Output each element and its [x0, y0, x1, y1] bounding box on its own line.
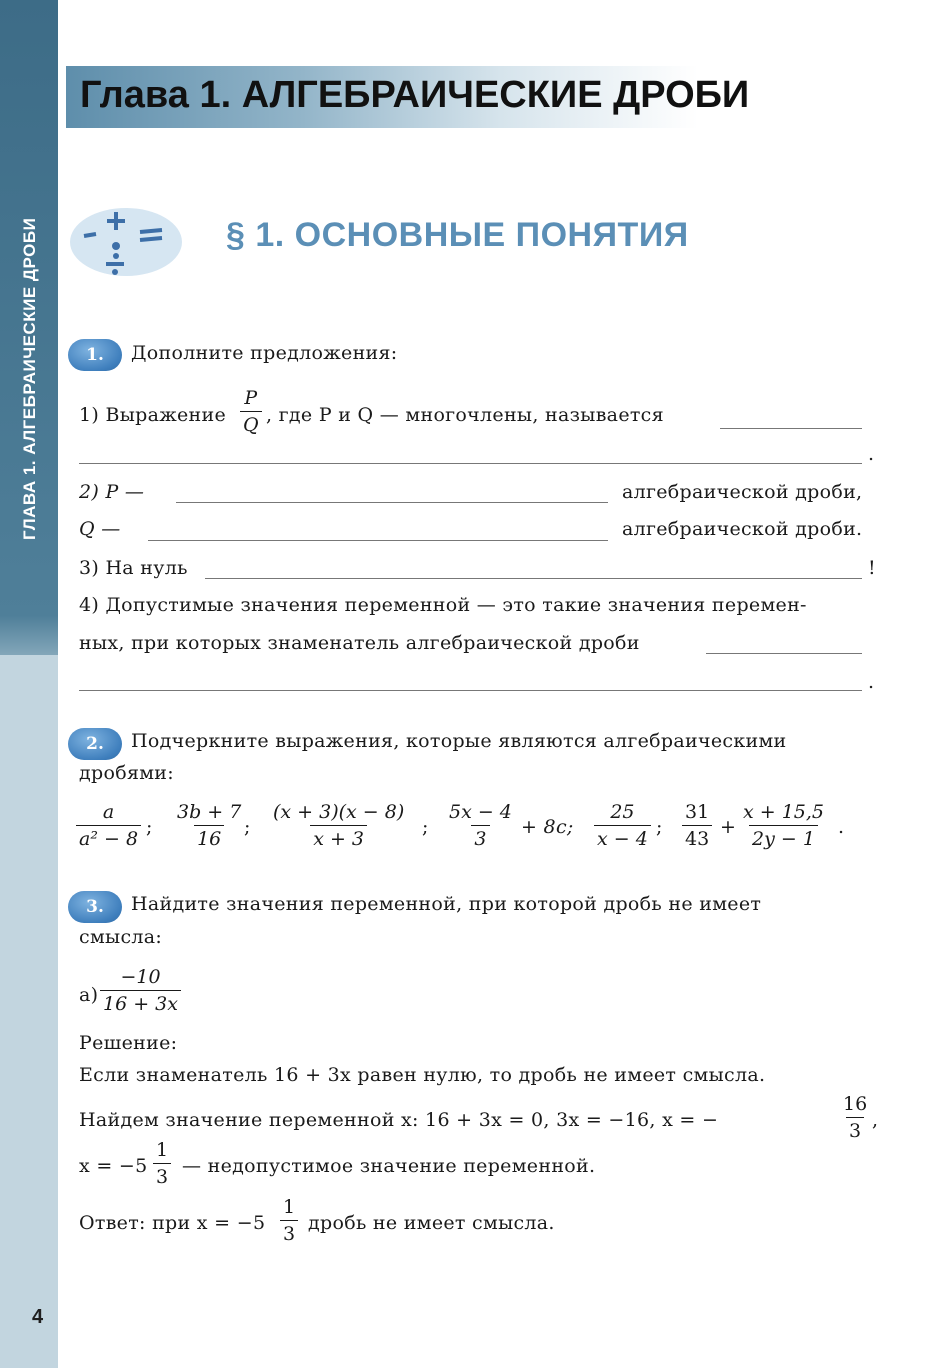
- fraction-denominator: 2y − 1: [749, 825, 818, 850]
- expression-fraction: [270, 801, 407, 850]
- task-1-item-4-line-2: ных, при которых знаменатель алгебраической дроби: [79, 632, 640, 654]
- p-over-q-fraction: [240, 387, 262, 436]
- answer-fraction: [280, 1196, 298, 1245]
- page-number: 4: [32, 1306, 44, 1328]
- fraction-numerator: 16: [843, 1093, 868, 1115]
- answer-blank-1b[interactable]: [79, 463, 862, 464]
- solution-label: Решение:: [79, 1032, 178, 1054]
- expression-separator: +: [720, 816, 737, 838]
- task-3-prompt-line-2: смысла:: [79, 926, 163, 948]
- fraction-numerator: P: [244, 387, 258, 409]
- task-1-item-2a-tail: алгебраической дроби,: [622, 481, 863, 503]
- fraction-denominator: 16: [194, 825, 224, 850]
- answer-blank-1a[interactable]: [720, 428, 862, 429]
- fraction-denominator: x − 4: [594, 825, 651, 850]
- fraction-numerator: 3b + 7: [177, 801, 242, 823]
- expression-separator: ;: [422, 816, 429, 838]
- answer-blank-3[interactable]: [205, 578, 862, 579]
- expression-separator: + 8c;: [521, 816, 574, 838]
- fraction-numerator: 25: [610, 801, 635, 823]
- fraction-numerator: −10: [120, 966, 161, 988]
- fraction-numerator: 1: [156, 1139, 169, 1161]
- fraction-denominator: 16 + 3x: [100, 990, 181, 1015]
- fraction-numerator: a: [102, 801, 115, 823]
- task-3-fraction: [100, 966, 181, 1015]
- solution-line-1: Если знаменатель 16 + 3x равен нулю, то дробь не имеет смысла.: [79, 1064, 766, 1086]
- solution-line-2-fraction: [840, 1093, 870, 1142]
- expression-fraction: [76, 801, 141, 850]
- fraction-numerator: x + 15,5: [743, 801, 825, 823]
- task-1-item-2b-label: Q —: [79, 518, 121, 540]
- math-operations-icon: [64, 198, 184, 280]
- fraction-denominator: 43: [682, 825, 712, 850]
- period-1: .: [868, 443, 875, 465]
- expression-fraction: [740, 801, 827, 850]
- expression-fraction: [174, 801, 244, 850]
- side-vertical-title: ГЛАВА 1. АЛГЕБРАИЧЕСКИЕ ДРОБИ: [20, 217, 39, 540]
- fraction-denominator: 3: [280, 1220, 298, 1245]
- expression-separator: ;: [656, 816, 663, 838]
- fraction-denominator: 3: [153, 1163, 171, 1188]
- answer-blank-2b[interactable]: [148, 540, 608, 541]
- task-2-badge: 2.: [68, 728, 122, 760]
- expression-fraction: [594, 801, 651, 850]
- fraction-numerator: 1: [283, 1196, 296, 1218]
- fraction-denominator: a² − 8: [76, 825, 141, 850]
- expression-separator: ;: [146, 816, 153, 838]
- fraction-numerator: (x + 3)(x − 8): [273, 801, 405, 823]
- fraction-numerator: 31: [685, 801, 710, 823]
- section-title: § 1. ОСНОВНЫЕ ПОНЯТИЯ: [226, 216, 689, 254]
- task-1-item-1-lead: 1) Выражение: [79, 404, 227, 426]
- task-2-prompt-line-2: дробями:: [79, 762, 174, 784]
- task-3-badge: 3.: [68, 891, 122, 923]
- fraction-denominator: Q: [240, 411, 262, 436]
- fraction-denominator: x + 3: [310, 825, 367, 850]
- answer-blank-4a[interactable]: [706, 653, 862, 654]
- solution-line-2: Найдем значение переменной x: 16 + 3x = 0, 3x = −16, x = −: [79, 1109, 719, 1131]
- task-1-item-1-text: , где P и Q — многочлены, называется: [266, 404, 664, 426]
- period-4: .: [868, 671, 875, 693]
- solution-line-2-tail: ,: [872, 1109, 879, 1131]
- task-1-item-3-tail: !: [868, 557, 876, 579]
- expression-separator: .: [838, 816, 845, 838]
- solution-line-3-tail: — недопустимое значение переменной.: [182, 1155, 596, 1177]
- solution-line-3-fraction: [153, 1139, 171, 1188]
- task-1-badge: 1.: [68, 339, 122, 371]
- expression-fraction: [446, 801, 515, 850]
- solution-line-3-lead: x = −5: [79, 1155, 148, 1177]
- fraction-numerator: 5x − 4: [449, 801, 512, 823]
- task-1-item-2a-label: 2) P —: [79, 481, 145, 503]
- answer-blank-2a[interactable]: [176, 502, 608, 503]
- task-2-prompt-line-1: Подчеркните выражения, которые являются алгебраическими: [131, 730, 787, 752]
- expression-separator: ;: [244, 816, 251, 838]
- task-3-prompt-line-1: Найдите значения переменной, при которой дробь не имеет: [131, 893, 762, 915]
- part-label: а): [79, 984, 99, 1006]
- task-1-item-3-label: 3) На нуль: [79, 557, 188, 579]
- answer-lead: Ответ: при x = −5: [79, 1212, 266, 1234]
- task-1-item-2b-tail: алгебраической дроби.: [622, 518, 863, 540]
- fraction-denominator: 3: [471, 825, 489, 850]
- task-1-prompt: Дополните предложения:: [131, 342, 398, 364]
- fraction-denominator: 3: [846, 1117, 864, 1142]
- answer-tail: дробь не имеет смысла.: [308, 1212, 555, 1234]
- chapter-title: Глава 1. АЛГЕБРАИЧЕСКИЕ ДРОБИ: [80, 74, 750, 116]
- side-band-lower: [0, 655, 58, 1368]
- task-1-item-4-line-1: 4) Допустимые значения переменной — это такие значения перемен-: [79, 594, 807, 616]
- expression-fraction: [682, 801, 712, 850]
- answer-blank-4b[interactable]: [79, 690, 862, 691]
